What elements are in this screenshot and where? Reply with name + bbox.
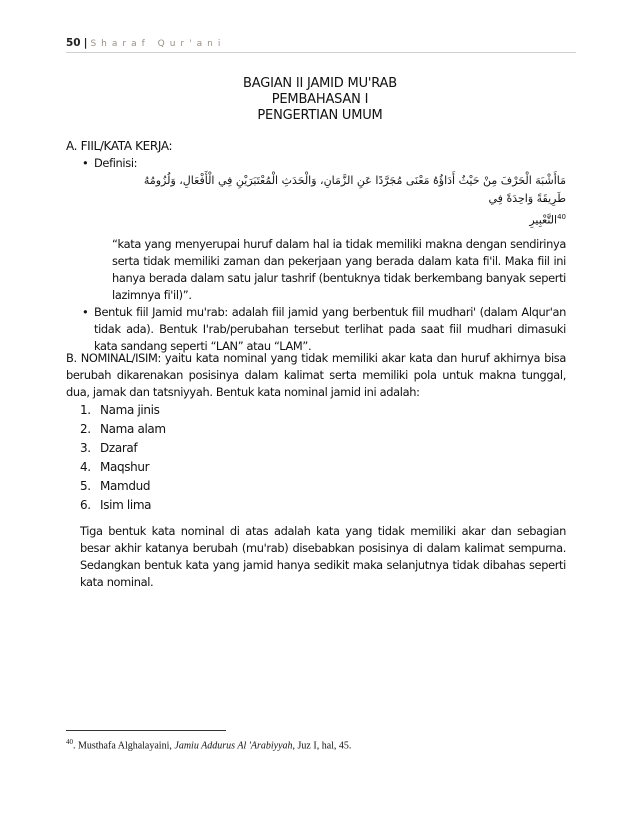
jamid-form-bullet <box>66 304 566 355</box>
list-item-label: Nama alam <box>100 422 166 436</box>
list-item <box>80 401 566 420</box>
list-item-label: Isim lima <box>100 498 152 512</box>
footnote-number: 40 <box>66 738 73 746</box>
list-item <box>80 439 566 458</box>
header-separator: | <box>83 37 88 49</box>
list-item-number: 5. <box>80 479 91 493</box>
running-header <box>66 37 225 49</box>
list-item-number: 3. <box>80 441 91 455</box>
arabic-footnote-ref: 40 <box>557 213 566 221</box>
chapter-title <box>180 76 460 124</box>
list-item-label: Mamdud <box>100 479 151 493</box>
list-item <box>80 477 566 496</box>
arabic-line-1: مَاأَشْبَهَ الْحَرْفَ مِنْ حَيْثُ أَدَاؤُهُ مَعْنَى مُجَرَّدًا عَنِ الزَّمَانِ، وَالْحَدَثِ الْمُعْتَبَرَيْنِ فِي الْأَفْعَالِ، وَلُزُومُهُ طَرِيقَةً وَاحِدَةً فِي <box>143 174 566 205</box>
list-item <box>80 458 566 477</box>
list-item <box>80 420 566 439</box>
footnote-suffix: , Juz I, hal, 45. <box>292 740 352 752</box>
list-item-label: Dzaraf <box>100 441 138 455</box>
header-divider <box>66 52 576 53</box>
section-a <box>66 138 566 355</box>
footnote <box>66 738 351 751</box>
list-item-number: 4. <box>80 460 91 474</box>
section-a-heading: A. FIIL/KATA KERJA: <box>66 139 173 153</box>
title-line-1: BAGIAN II JAMID MU'RAB <box>243 76 397 91</box>
list-item-label: Maqshur <box>100 460 150 474</box>
footnote-prefix: . Musthafa Alghalayaini, <box>73 740 175 752</box>
section-b-closing: Tiga bentuk kata nominal di atas adalah kata yang tidak memiliki akar dan sebagian besar akhir katanya berubah (mu'rab) disebabkan posisinya di dalam kalimat sempurna. Sedangkan bentuk kata yang jamid hanya sedikit maka selanjutnya tidak dibahas seperti kata nominal. <box>80 524 566 589</box>
title-line-2: PEMBAHASAN I <box>271 92 369 107</box>
jamid-form-text: Bentuk fiil Jamid mu'rab: adalah fiil jamid yang berbentuk fiil mudhari' (dalam Alqur'an tidak ada). Bentuk I'rab/perubahan tersebut terlihat pada saat fiil mudhari dimasuki kata sandang seperti “LAN” atau “LAM”. <box>94 304 566 353</box>
list-item-number: 2. <box>80 422 91 436</box>
definition-translation: “kata yang menyerupai huruf dalam hal ia tidak memiliki makna dengan sendirinya serta tidak memiliki zaman dan pekerjaan yang berada dalam kata fi'il. Maka fiil ini hanya berada dalam satu jalur tashrif (bentuknya tidak berkembang banyak seperti lazimnya fi'il)”. <box>112 236 566 302</box>
section-b <box>66 350 566 591</box>
page-number: 50 <box>66 37 81 49</box>
list-item-number: 1. <box>80 403 91 417</box>
section-b-intro: B. NOMINAL/ISIM: yaitu kata nominal yang tidak memiliki akar kata dan huruf akhirnya bisa berubah dikarenakan posisinya dalam kalimat serta memiliki pola untuk makna tunggal, dua, jamak dan tatsniyyah. Bentuk kata nominal jamid ini adalah: <box>66 351 566 399</box>
bullet-icon: • <box>82 156 89 170</box>
nominal-list <box>80 401 566 515</box>
list-item-label: Nama jinis <box>100 403 160 417</box>
bullet-icon: • <box>82 304 89 319</box>
definition-bullet <box>66 155 566 172</box>
footnote-divider <box>66 730 226 731</box>
footnote-book-title: Jamiu Addurus Al 'Arabiyyah <box>174 740 293 752</box>
title-line-3: PENGERTIAN UMUM <box>257 108 383 123</box>
arabic-line-2: التَّعْبِيرِ <box>529 213 558 227</box>
list-item <box>80 496 566 515</box>
list-item-number: 6. <box>80 498 91 512</box>
header-subtitle: Sharaf Qur'ani <box>90 39 226 49</box>
arabic-definition <box>112 172 566 230</box>
definition-label: Definisi: <box>94 156 138 170</box>
